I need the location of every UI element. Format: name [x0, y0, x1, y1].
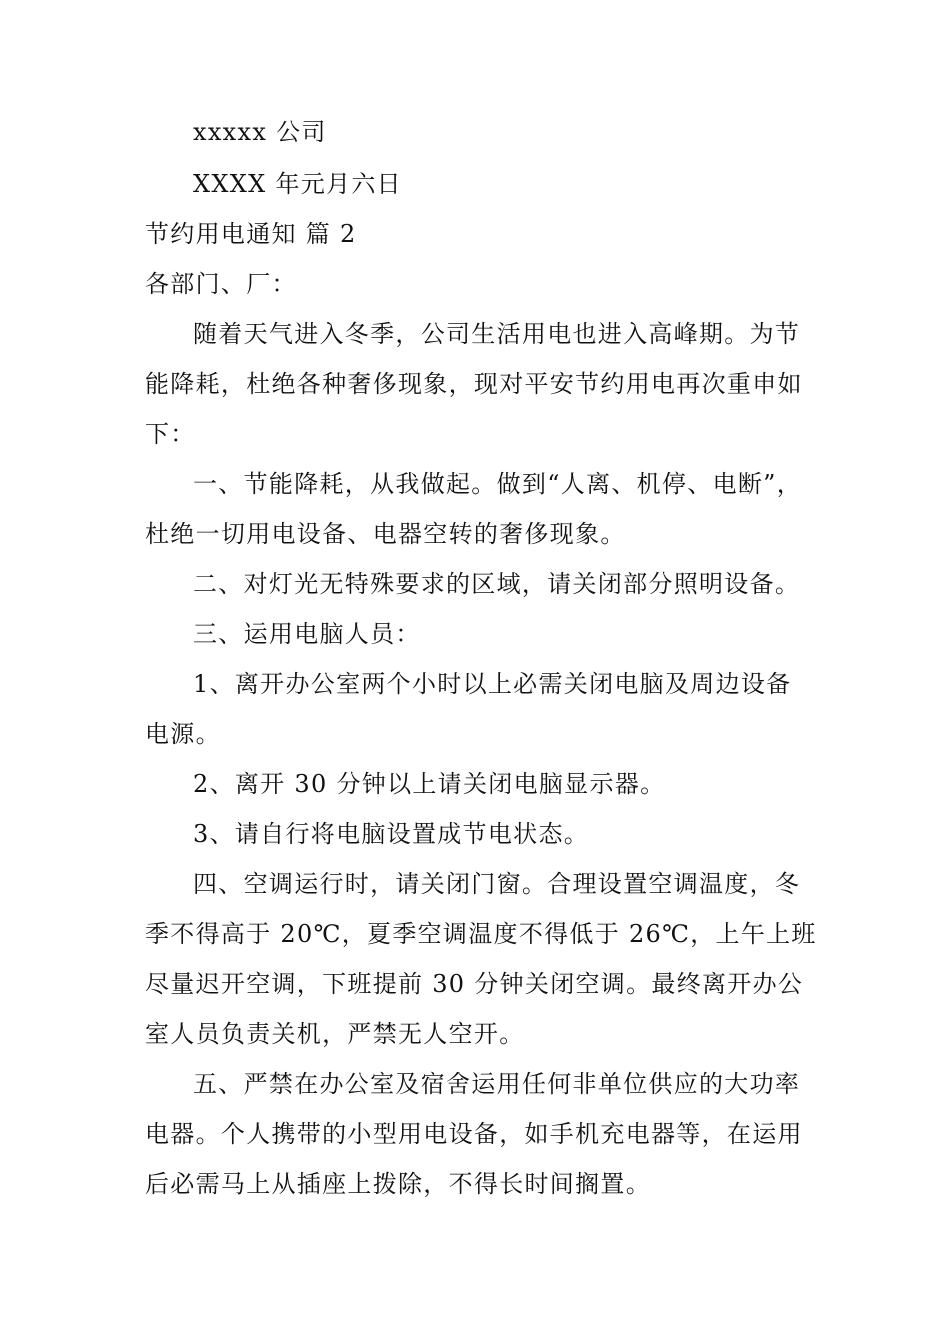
paragraph-line: 后必需马上从插座上拨除，不得长时间搁置。 [145, 1170, 651, 1198]
paragraph-line: 四、空调运行时，请关闭门窗。合理设置空调温度，冬 [193, 870, 801, 898]
paragraph-line: 电源。 [145, 720, 221, 748]
paragraph-line: 季不得高于 20℃，夏季空调温度不得低于 26℃，上午上班 [145, 920, 817, 948]
paragraph-line: 三、运用电脑人员： [193, 620, 421, 648]
paragraph-line: 电器。个人携带的小型用电设备，如手机充电器等，在运用 [145, 1120, 803, 1148]
paragraph-line: 1、离开办公室两个小时以上必需关闭电脑及周边设备 [193, 670, 792, 698]
paragraph-line: 能降耗，杜绝各种奢侈现象，现对平安节约用电再次重申如 [145, 370, 803, 398]
paragraph-line: 下： [145, 420, 196, 448]
paragraph-line: 杜绝一切用电设备、电器空转的奢侈现象。 [145, 520, 626, 548]
paragraph-line: 一、节能降耗，从我做起。做到“人离、机停、电断”， [193, 470, 803, 498]
paragraph-line: 室人员负责关机，严禁无人空开。 [145, 1020, 525, 1048]
paragraph-line: 随着天气进入冬季，公司生活用电也进入高峰期。为节 [193, 320, 801, 348]
paragraph-line: 2、离开 30 分钟以上请关闭电脑显示器。 [193, 770, 666, 798]
section-heading: 节约用电通知 篇 2 [145, 220, 357, 248]
paragraph-line: 尽量迟开空调，下班提前 30 分钟关闭空调。最终离开办公 [145, 970, 804, 998]
paragraph-line: 二、对灯光无特殊要求的区域，请关闭部分照明设备。 [193, 570, 801, 598]
paragraph-line: 3、请自行将电脑设置成节电状态。 [193, 820, 590, 848]
paragraph-line: 五、严禁在办公室及宿舍运用任何非单位供应的大功率 [193, 1070, 801, 1098]
closing-date: XXXX 年元月六日 [193, 170, 402, 198]
salutation: 各部门、厂： [145, 270, 297, 298]
closing-company: xxxxx 公司 [193, 118, 327, 146]
